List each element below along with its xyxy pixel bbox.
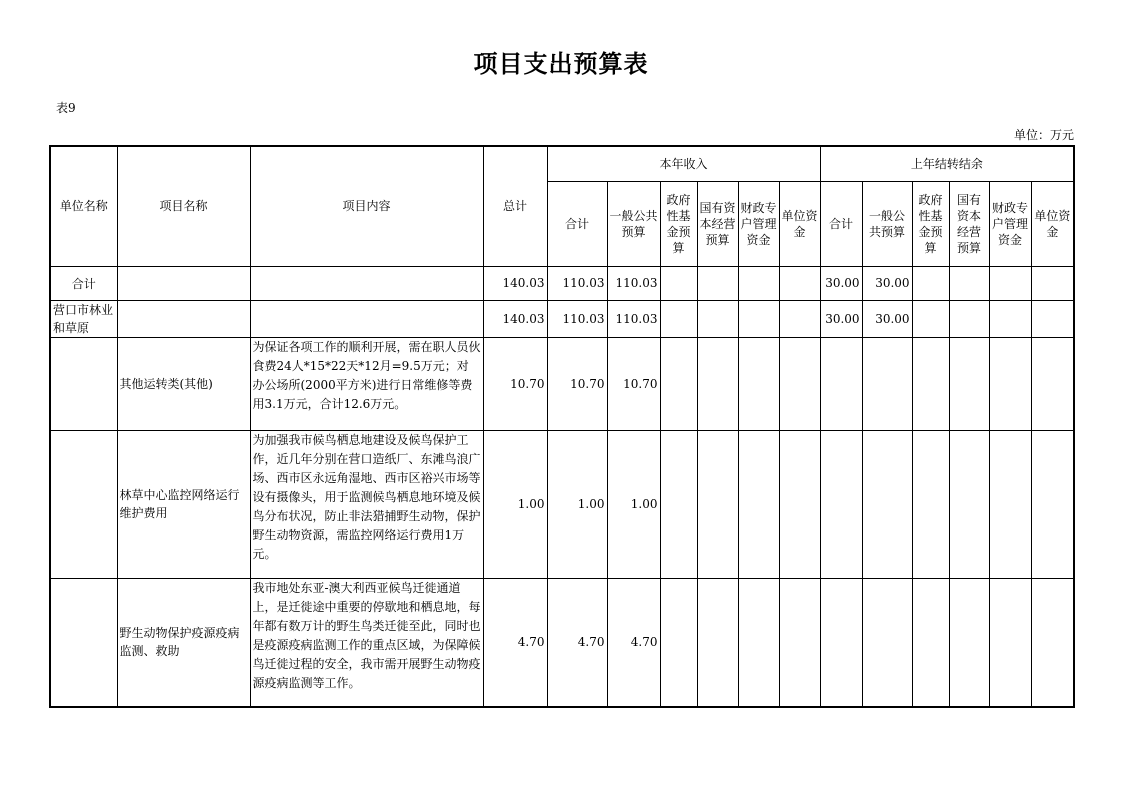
cell-cy-total: 110.03 bbox=[547, 266, 607, 300]
cell-py-fund bbox=[912, 300, 949, 337]
cell-cy-total: 4.70 bbox=[547, 578, 607, 707]
cell-py-special bbox=[989, 337, 1031, 430]
header-py-state-capital: 国有资本经营预算 bbox=[949, 181, 989, 266]
cell-py-capital bbox=[949, 430, 989, 578]
cell-cy-unit bbox=[779, 430, 820, 578]
header-py-unit-funds: 单位资金 bbox=[1031, 181, 1074, 266]
cell-py-total bbox=[820, 430, 862, 578]
cell-cy-fund bbox=[660, 300, 697, 337]
cell-py-general: 30.00 bbox=[862, 300, 912, 337]
cell-cy-unit bbox=[779, 266, 820, 300]
cell-cy-capital bbox=[697, 266, 738, 300]
header-current-year: 本年收入 bbox=[547, 146, 820, 181]
cell-project: 野生动物保护疫源疫病监测、救助 bbox=[117, 578, 250, 707]
cell-unit bbox=[50, 430, 117, 578]
header-cy-general-budget: 一般公共预算 bbox=[607, 181, 660, 266]
cell-py-capital bbox=[949, 300, 989, 337]
cell-project bbox=[117, 266, 250, 300]
header-py-gov-fund: 政府性基金预算 bbox=[912, 181, 949, 266]
table-row bbox=[50, 578, 1074, 707]
cell-cy-unit bbox=[779, 337, 820, 430]
cell-content bbox=[250, 300, 483, 337]
header-py-fiscal-special: 财政专户管理资金 bbox=[989, 181, 1031, 266]
table-row bbox=[50, 430, 1074, 578]
cell-total: 4.70 bbox=[483, 578, 547, 707]
cell-py-total: 30.00 bbox=[820, 266, 862, 300]
cell-py-general: 30.00 bbox=[862, 266, 912, 300]
cell-cy-special bbox=[738, 337, 779, 430]
cell-cy-capital bbox=[697, 337, 738, 430]
table-row bbox=[50, 337, 1074, 430]
cell-cy-capital bbox=[697, 300, 738, 337]
table-row bbox=[50, 300, 1074, 337]
cell-py-general bbox=[862, 337, 912, 430]
cell-cy-total: 10.70 bbox=[547, 337, 607, 430]
cell-py-fund bbox=[912, 266, 949, 300]
unit-label: 单位：万元 bbox=[1013, 128, 1074, 142]
header-cy-unit-funds: 单位资金 bbox=[779, 181, 820, 266]
cell-total: 140.03 bbox=[483, 300, 547, 337]
cell-cy-total: 110.03 bbox=[547, 300, 607, 337]
cell-cy-general: 1.00 bbox=[607, 430, 660, 578]
cell-py-total bbox=[820, 337, 862, 430]
cell-py-general bbox=[862, 430, 912, 578]
cell-cy-capital bbox=[697, 578, 738, 707]
cell-project: 其他运转类(其他) bbox=[117, 337, 250, 430]
header-py-subtotal: 合计 bbox=[820, 181, 862, 266]
header-cy-state-capital: 国有资本经营预算 bbox=[697, 181, 738, 266]
cell-cy-general: 4.70 bbox=[607, 578, 660, 707]
header-cy-fiscal-special: 财政专户管理资金 bbox=[738, 181, 779, 266]
cell-cy-capital bbox=[697, 430, 738, 578]
cell-project: 林草中心监控网络运行维护费用 bbox=[117, 430, 250, 578]
cell-cy-fund bbox=[660, 266, 697, 300]
header-py-general-budget: 一般公共预算 bbox=[862, 181, 912, 266]
cell-py-total: 30.00 bbox=[820, 300, 862, 337]
cell-py-fund bbox=[912, 337, 949, 430]
cell-cy-fund bbox=[660, 430, 697, 578]
cell-py-capital bbox=[949, 578, 989, 707]
table-row bbox=[50, 266, 1074, 300]
cell-cy-unit bbox=[779, 300, 820, 337]
cell-py-unit bbox=[1031, 578, 1074, 707]
cell-py-special bbox=[989, 300, 1031, 337]
cell-cy-special bbox=[738, 430, 779, 578]
cell-cy-unit bbox=[779, 578, 820, 707]
cell-unit: 合计 bbox=[50, 266, 117, 300]
header-cy-gov-fund: 政府性基金预算 bbox=[660, 181, 697, 266]
cell-py-special bbox=[989, 266, 1031, 300]
cell-content bbox=[250, 266, 483, 300]
header-prior-year: 上年结转结余 bbox=[820, 146, 1074, 181]
cell-total: 140.03 bbox=[483, 266, 547, 300]
cell-cy-fund bbox=[660, 337, 697, 430]
cell-py-capital bbox=[949, 266, 989, 300]
cell-cy-general: 110.03 bbox=[607, 266, 660, 300]
cell-cy-general: 10.70 bbox=[607, 337, 660, 430]
table-number: 表9 bbox=[56, 101, 76, 115]
header-cy-subtotal: 合计 bbox=[547, 181, 607, 266]
header-total: 总计 bbox=[483, 146, 547, 266]
cell-unit: 营口市林业和草原 bbox=[50, 300, 117, 337]
budget-table bbox=[49, 145, 1075, 708]
cell-py-special bbox=[989, 430, 1031, 578]
cell-py-special bbox=[989, 578, 1031, 707]
cell-content: 为加强我市候鸟栖息地建设及候鸟保护工作，近几年分别在营口造纸厂、东滩鸟浪广场、西市区永远角湿地、西市区裕兴市场等设有摄像头，用于监测候鸟栖息地环境及候鸟分布状况，防止非法猎捕野生动物，保护野生动物资源，需监控网络运行费用1万元。 bbox=[250, 430, 483, 578]
page-title: 项目支出预算表 bbox=[473, 50, 649, 78]
cell-py-unit bbox=[1031, 430, 1074, 578]
cell-py-unit bbox=[1031, 266, 1074, 300]
cell-cy-general: 110.03 bbox=[607, 300, 660, 337]
cell-cy-special bbox=[738, 578, 779, 707]
header-project-content: 项目内容 bbox=[250, 146, 483, 266]
cell-total: 10.70 bbox=[483, 337, 547, 430]
cell-unit bbox=[50, 578, 117, 707]
cell-unit bbox=[50, 337, 117, 430]
cell-py-fund bbox=[912, 578, 949, 707]
header-unit-name: 单位名称 bbox=[50, 146, 117, 266]
cell-py-fund bbox=[912, 430, 949, 578]
cell-cy-special bbox=[738, 300, 779, 337]
cell-project bbox=[117, 300, 250, 337]
cell-py-unit bbox=[1031, 337, 1074, 430]
cell-py-general bbox=[862, 578, 912, 707]
cell-content: 为保证各项工作的顺利开展，需在职人员伙食费24人*15*22天*12月=9.5万元；对办公场所(2000平方米)进行日常维修等费用3.1万元，合计12.6万元。 bbox=[250, 337, 483, 430]
cell-cy-total: 1.00 bbox=[547, 430, 607, 578]
cell-cy-fund bbox=[660, 578, 697, 707]
header-project-name: 项目名称 bbox=[117, 146, 250, 266]
cell-py-total bbox=[820, 578, 862, 707]
cell-content: 我市地处东亚-澳大利西亚候鸟迁徙通道上，是迁徙途中重要的停歇地和栖息地，每年都有数万计的野生鸟类迁徙至此，同时也是疫源疫病监测工作的重点区域，为保障候鸟迁徙过程的安全，我市需开展野生动物疫源疫病监测等工作。 bbox=[250, 578, 483, 707]
cell-py-unit bbox=[1031, 300, 1074, 337]
cell-cy-special bbox=[738, 266, 779, 300]
cell-py-capital bbox=[949, 337, 989, 430]
cell-total: 1.00 bbox=[483, 430, 547, 578]
